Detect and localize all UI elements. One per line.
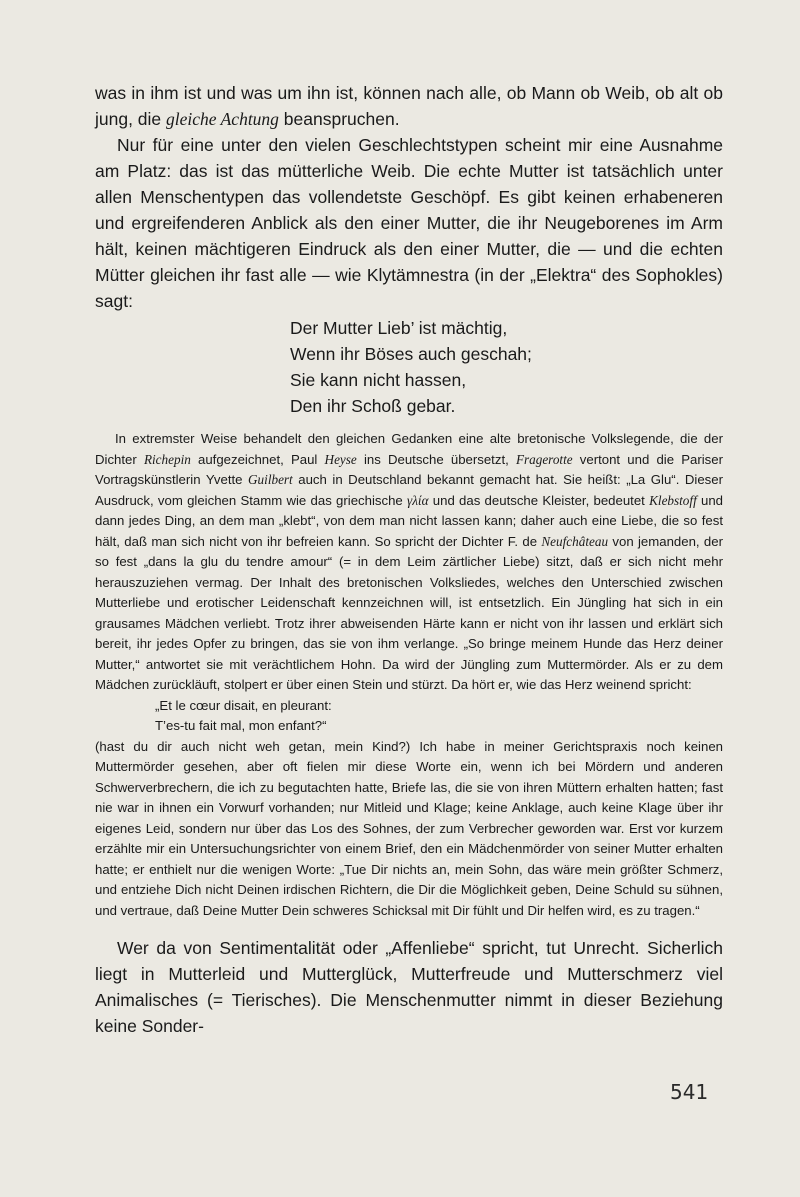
note-greek-word: γλία xyxy=(407,492,429,508)
note-verse-line: „Et le cœur disait, en pleurant: xyxy=(155,697,332,713)
verse-line: Wenn ihr Böses auch geschah; xyxy=(290,344,532,364)
note-verse-line: T’es-tu fait mal, mon enfant?“ xyxy=(155,718,327,733)
paragraph-1-text-b: beanspruchen. xyxy=(278,109,400,129)
note-name-richepin: Richepin xyxy=(143,451,191,467)
note-text: und das deutsche Kleister, bedeutet xyxy=(428,492,650,508)
paragraph-1-emphasis: gleiche Achtung xyxy=(166,109,279,129)
note-text: aufgezeichnet, Paul xyxy=(190,451,325,467)
note-text: ins Deutsche übersetzt, xyxy=(356,451,516,467)
note-word-klebstoff: Klebstoff xyxy=(649,492,697,508)
verse-block xyxy=(290,315,723,419)
paragraph-1-text-a: was in ihm ist und was um ihn ist, können nach alle, ob Mann ob Weib, ob alt ob jung, die xyxy=(95,83,723,129)
note-continuation: (hast du dir auch nicht weh getan, mein Kind?) Ich habe in meiner Gerichtspraxis noch keinen Muttermörder gesehen, aber oft fielen mir diese Worte ein, wenn ich bei Mördern und anderen Schwerverbrechern, die ich zu begutachten hatte, Briefe las, die sie von ihren Müttern erhalten hatten; fast nie war in ihnen ein Vorwurf vorhanden; nur Mitleid und Klage; keine Anklage, auch keine Klage über ihr eigenes Leid, sondern nur über das Los des Sohnes, der zum Verbrecher geworden war. Erst vor kurzem erzählte mir ein Untersuchungsrichter von einem Brief, den ein Mädchenmörder von seiner Mutter erhalten hatte; er enthielt nur die wenigen Worte: „Tue Dir nichts an, mein Sohn, das wäre mein größter Schmerz, und entziehe Dich nicht Deinen irdischen Richtern, die Dir die Möglichkeit geben, Deine Schuld su sühnen, und vertraue, daß Deine Mutter Dein schweres Schicksal mit Dir fühlt und Dir helfen wird, es zu tragen.“ xyxy=(95,738,723,918)
note-text: auch in Deutschland bekannt gemacht hat. Sie heißt: „La Glu“. Dieser Ausdruck, vom gleichen Stamm wie das griechische xyxy=(95,472,723,508)
note-paragraph xyxy=(95,429,723,696)
note-name-fragerotte: Fragerotte xyxy=(515,451,573,467)
page-body xyxy=(95,80,723,1039)
note-name-heyse: Heyse xyxy=(324,451,357,467)
verse-line: Den ihr Schoß gebar. xyxy=(290,396,456,416)
paragraph-1 xyxy=(95,80,723,132)
note-name-neufchateau: Neufchâteau xyxy=(541,533,609,549)
paragraph-2: Nur für eine unter den vielen Geschlechtstypen scheint mir eine Ausnahme am Platz: das ist das mütterliche Weib. Die echte Mutter ist tatsächlich unter allen Menschentypen das vollendetste Geschöpf. Es gibt keinen erhabeneren und ergreifenderen Anblick als den einer Mutter, die ihr Neugeborenes im Arm hält, keinen mächtigeren Eindruck als den einer Mutter, die — und die echten Mütter gleichen ihr fast alle — wie Klytämnestra (in der „Elektra“ des Sophokles) sagt: xyxy=(95,135,723,311)
note-text: und dann jedes Ding, an dem man „klebt“, von dem man nicht lassen kann; daher auch eine Liebe, die so fest hält, daß man sich nicht von ihr befreien kann. So spricht der Dichter F. de xyxy=(95,492,723,549)
note-text: vertont und die Pariser Vortragskünstlerin Yvette xyxy=(95,451,724,487)
note-verse-block xyxy=(155,696,723,737)
note-name-guilbert: Guilbert xyxy=(248,472,293,487)
page-number: 541 xyxy=(670,1080,709,1104)
note-text: In extremster Weise behandelt den gleichen Gedanken eine alte bretonische Volkslegende, die der Dichter xyxy=(95,431,723,467)
note-text: von jemanden, der so fest „dans la glu du tendre amour“ (= in dem Leim zärtlicher Liebe) sitzt, daß er sich nicht mehr herauszuziehen vermag. Der Inhalt des bretonischen Volksliedes, welches den Unterschied zwischen Mutterliebe und erotischer Leidenschaft kennzeichnen will, ist entsetzlich. Ein Jüngling hat sich in ein grausames Mädchen verliebt. Trotz ihrer abweisenden Härte kann er nicht von ihr lassen und erklärt sich bereit, ihr jedes Opfer zu bringen, das sie von ihm verlange. „So bringe meinem Hunde das Herz deiner Mutter,“ antwortet sie mit verächtlichem Hohn. Da wird der Jüngling zum Muttermörder. Als er zu dem Mädchen zurückläuft, stolpert er über einen Stein und stürzt. Da hört er, wie das Herz weinend spricht: xyxy=(95,533,723,692)
verse-line: Der Mutter Lieb’ ist mächtig, xyxy=(290,318,508,338)
paragraph-3: Wer da von Sentimentalität oder „Affenliebe“ spricht, tut Unrecht. Sicherlich liegt in Mutterleid und Mutterglück, Mutterfreude und Mutterschmerz viel Animalisches (= Tierisches). Die Menschenmutter nimmt in dieser Beziehung keine Sonder- xyxy=(95,938,723,1036)
verse-line: Sie kann nicht hassen, xyxy=(290,370,467,390)
